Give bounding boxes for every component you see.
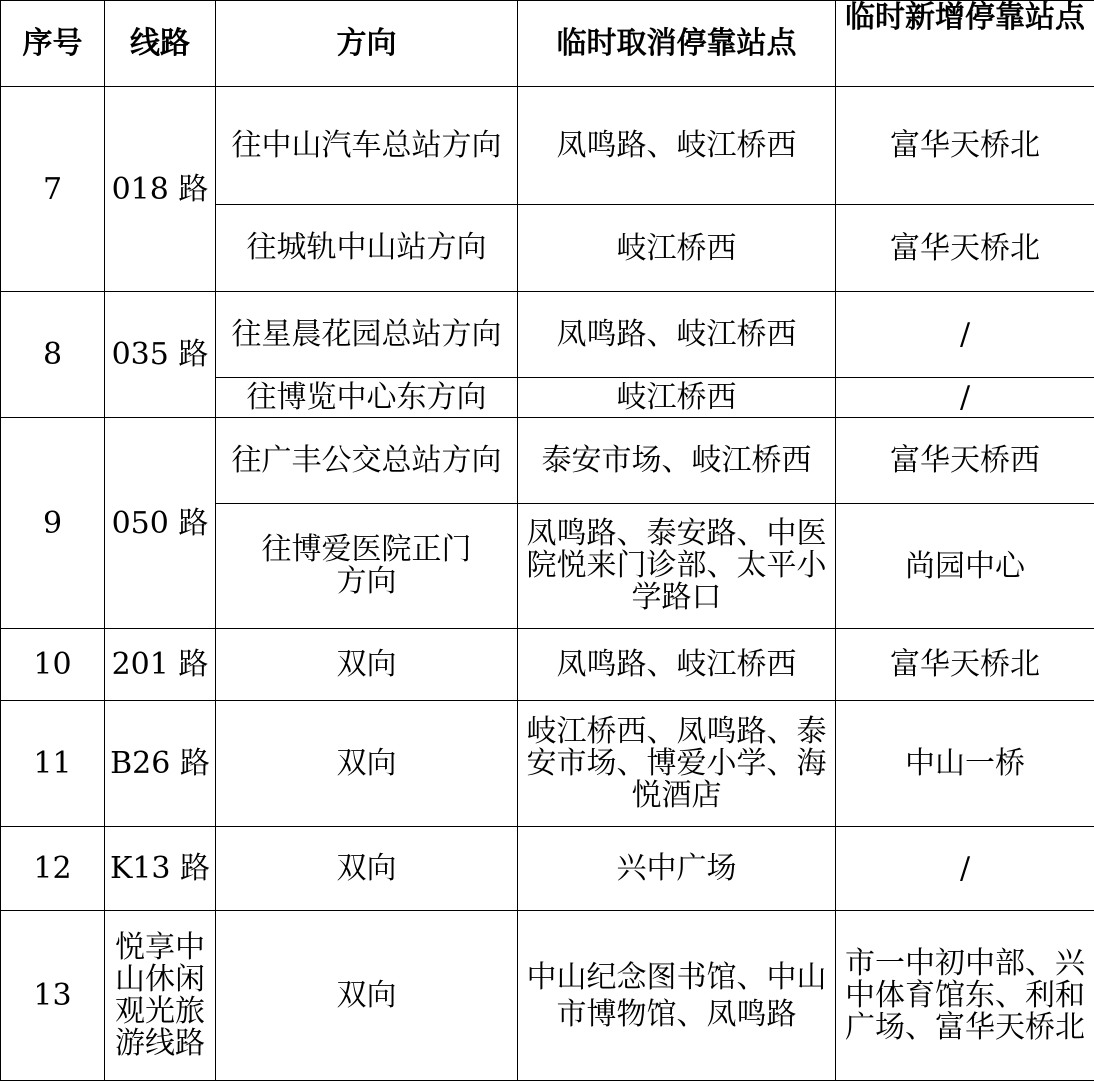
cell-direction: 往广丰公交总站方向 bbox=[216, 418, 518, 504]
cell-added-stops: 富华天桥北 bbox=[836, 87, 1094, 205]
header-added-stops: 临时新增停靠站点 bbox=[836, 1, 1094, 87]
cell-added-stops: / bbox=[836, 378, 1094, 418]
cell-direction: 双向 bbox=[216, 629, 518, 701]
table-row bbox=[1, 87, 1094, 205]
cell-seq: 10 bbox=[1, 629, 105, 701]
cell-added-stops: / bbox=[836, 292, 1094, 378]
table-row bbox=[1, 827, 1094, 911]
cell-cancelled-stops: 岐江桥西 bbox=[518, 205, 836, 292]
cell-added-stops: 中山一桥 bbox=[836, 701, 1094, 827]
table-row bbox=[1, 292, 1094, 378]
cell-route: 018 路 bbox=[105, 87, 216, 292]
cell-seq: 7 bbox=[1, 87, 105, 292]
cell-seq: 9 bbox=[1, 418, 105, 629]
cell-route: B26 路 bbox=[105, 701, 216, 827]
cell-route: 050 路 bbox=[105, 418, 216, 629]
table-row bbox=[1, 701, 1094, 827]
cell-seq: 11 bbox=[1, 701, 105, 827]
cell-direction: 往博览中心东方向 bbox=[216, 378, 518, 418]
cell-route: 035 路 bbox=[105, 292, 216, 418]
table-row bbox=[1, 418, 1094, 504]
cell-cancelled-stops: 凤鸣路、泰安路、中医院悦来门诊部、太平小学路口 bbox=[518, 504, 836, 629]
cell-direction: 双向 bbox=[216, 911, 518, 1081]
cell-cancelled-stops: 岐江桥西 bbox=[518, 378, 836, 418]
cell-added-stops: 富华天桥北 bbox=[836, 629, 1094, 701]
cell-cancelled-stops: 岐江桥西、凤鸣路、泰安市场、博爱小学、海悦酒店 bbox=[518, 701, 836, 827]
cell-direction: 双向 bbox=[216, 827, 518, 911]
table-row bbox=[1, 629, 1094, 701]
cell-direction: 往城轨中山站方向 bbox=[216, 205, 518, 292]
cell-added-stops: 市一中初中部、兴中体育馆东、利和广场、富华天桥北 bbox=[836, 911, 1094, 1081]
cell-added-stops: 尚园中心 bbox=[836, 504, 1094, 629]
header-seq: 序号 bbox=[1, 1, 105, 87]
cell-cancelled-stops: 中山纪念图书馆、中山市博物馆、凤鸣路 bbox=[518, 911, 836, 1081]
cell-route: 悦享中山休闲观光旅游线路 bbox=[105, 911, 216, 1081]
cell-direction: 往中山汽车总站方向 bbox=[216, 87, 518, 205]
header-row bbox=[1, 1, 1094, 87]
cell-cancelled-stops: 兴中广场 bbox=[518, 827, 836, 911]
header-direction: 方向 bbox=[216, 1, 518, 87]
cell-seq: 8 bbox=[1, 292, 105, 418]
cell-cancelled-stops: 凤鸣路、岐江桥西 bbox=[518, 292, 836, 378]
header-cancelled-stops: 临时取消停靠站点 bbox=[518, 1, 836, 87]
cell-added-stops: 富华天桥西 bbox=[836, 418, 1094, 504]
cell-added-stops: 富华天桥北 bbox=[836, 205, 1094, 292]
cell-cancelled-stops: 凤鸣路、岐江桥西 bbox=[518, 87, 836, 205]
cell-direction: 双向 bbox=[216, 701, 518, 827]
cell-route: K13 路 bbox=[105, 827, 216, 911]
table-row bbox=[1, 911, 1094, 1081]
cell-cancelled-stops: 泰安市场、岐江桥西 bbox=[518, 418, 836, 504]
cell-added-stops: / bbox=[836, 827, 1094, 911]
cell-direction: 往博爱医院正门方向 bbox=[216, 504, 518, 629]
cell-direction: 往星晨花园总站方向 bbox=[216, 292, 518, 378]
header-route: 线路 bbox=[105, 1, 216, 87]
cell-route: 201 路 bbox=[105, 629, 216, 701]
cell-cancelled-stops: 凤鸣路、岐江桥西 bbox=[518, 629, 836, 701]
cell-seq: 13 bbox=[1, 911, 105, 1081]
cell-seq: 12 bbox=[1, 827, 105, 911]
